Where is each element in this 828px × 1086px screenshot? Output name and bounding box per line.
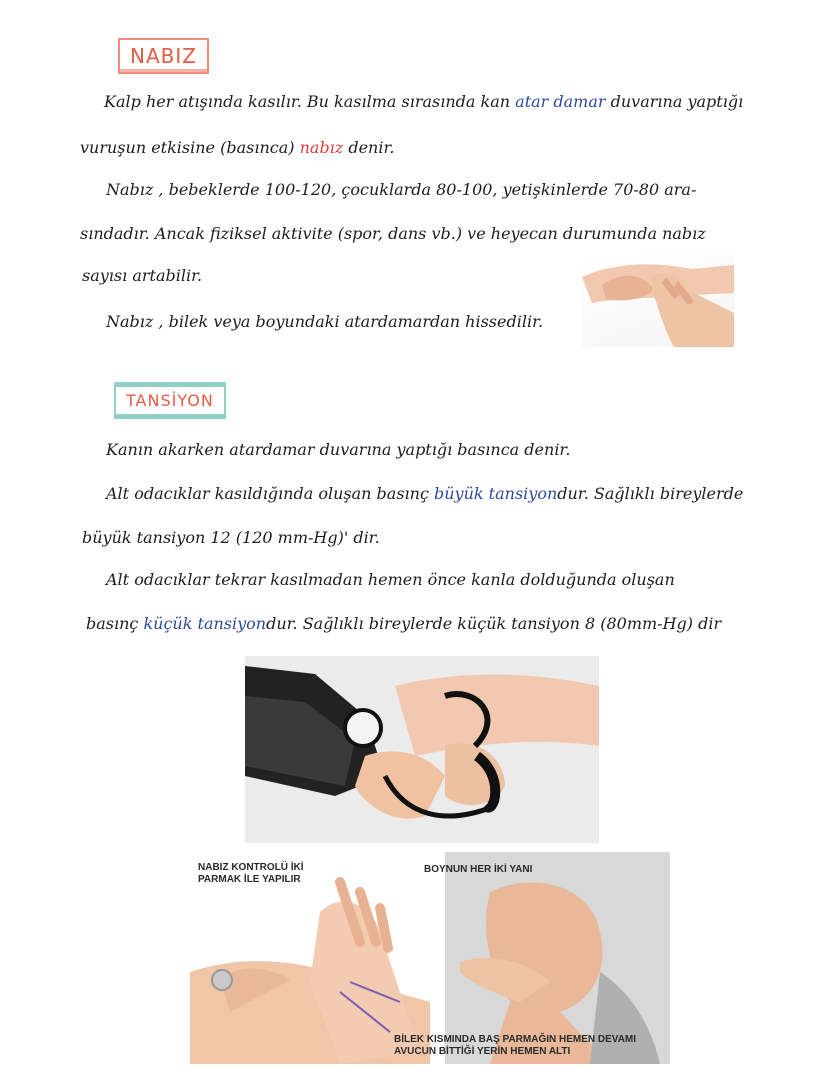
tansiyon-line-3: büyük tansiyon 12 (120 mm-Hg)' dir. xyxy=(82,528,380,547)
blood-pressure-photo xyxy=(245,656,599,843)
keyword-kucuk-tansiyon: küçük tansiyon xyxy=(143,614,267,633)
text: duvarına yaptığı xyxy=(605,92,744,111)
text: Alt odacıklar kasıldığında oluşan basınç xyxy=(106,484,434,503)
text: dur. Sağlıklı bireylerde küçük tansiyon 8 (80mm-Hg) dir xyxy=(266,614,722,633)
heading-tansiyon: TANSİYON xyxy=(114,382,226,419)
nabiz-line-6: Nabız , bilek veya boyundaki atardamardan hissedilir. xyxy=(106,312,544,331)
heading-nabiz: NABIZ xyxy=(118,38,209,74)
nabiz-line-1 xyxy=(104,92,743,111)
nabiz-line-3: Nabız , bebeklerde 100-120, çocuklarda 80-100, yetişkinlerde 70-80 ara- xyxy=(106,180,697,199)
caption-neck: BOYNUN HER İKİ YANI xyxy=(424,864,533,875)
nabiz-line-4: sındadır. Ancak fiziksel aktivite (spor, dans vb.) ve heyecan durumunda nabız xyxy=(80,224,706,243)
caption-line: PARMAK İLE YAPILIR xyxy=(198,874,301,885)
text: denir. xyxy=(343,138,395,157)
pulse-points-figure xyxy=(190,852,670,1064)
nabiz-line-2 xyxy=(80,138,394,157)
tansiyon-line-2 xyxy=(106,484,743,503)
keyword-atar-damar: atar damar xyxy=(515,92,606,111)
tansiyon-line-5 xyxy=(86,614,721,633)
nabiz-line-5: sayısı artabilir. xyxy=(82,266,203,285)
caption-two-fingers xyxy=(198,862,304,886)
keyword-buyuk-tansiyon: büyük tansiyon xyxy=(434,484,558,503)
text: Kalp her atışında kasılır. Bu kasılma sırasında kan xyxy=(104,92,516,111)
caption-line: AVUCUN BİTTİĞİ YERİN HEMEN ALTI xyxy=(394,1046,571,1057)
wrist-pulse-photo xyxy=(582,255,734,347)
caption-line: NABIZ KONTROLÜ İKİ xyxy=(198,862,304,873)
caption-line: BİLEK KISMINDA BAŞ PARMAĞIN HEMEN DEVAMI xyxy=(394,1034,637,1045)
tansiyon-line-1: Kanın akarken atardamar duvarına yaptığı basınca denir. xyxy=(106,440,571,459)
text: dur. Sağlıklı bireylerde xyxy=(557,484,744,503)
text: vuruşun etkisine (basınca) xyxy=(80,138,300,157)
keyword-nabiz: nabız xyxy=(299,138,344,157)
tansiyon-line-4: Alt odacıklar tekrar kasılmadan hemen önce kanla dolduğunda oluşan xyxy=(106,570,675,589)
caption-wrist xyxy=(394,1034,636,1058)
text: basınç xyxy=(86,614,144,633)
